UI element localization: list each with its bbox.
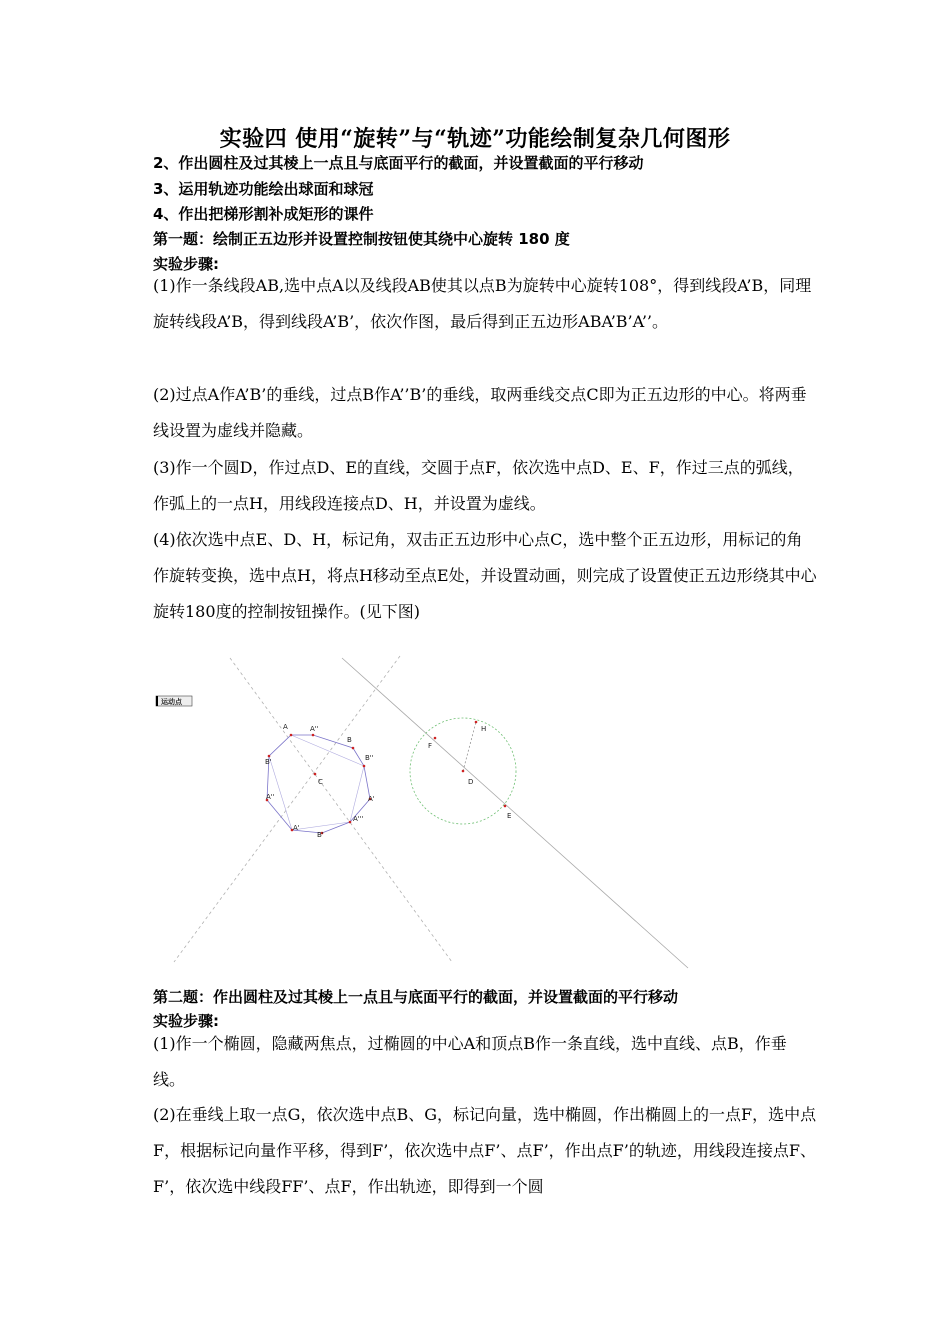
label-a2: A'' (310, 725, 319, 733)
question-1-step-4: (4)依次选中点E、D、H，标记角，双击正五边形中心点C，选中整个正五边形，用标记的角作旋转变换，选中点H，将点H移动至点E处，并设置动画，则完成了设置使正五边形绕其中心旋转180度的控制按钮操作。(见下图) (153, 530, 817, 621)
label-a2l: A'' (266, 793, 275, 801)
label-d: D (468, 778, 474, 786)
line-de (342, 658, 688, 968)
point-a4[interactable] (349, 821, 352, 824)
point-h[interactable] (475, 721, 478, 724)
question-2-step-1: (1)作一个椭圆，隐藏两焦点，过椭圆的中心A和顶点B作一条直线，选中直线、点B，作垂线。 (153, 1034, 787, 1089)
point-b[interactable] (352, 747, 355, 750)
label-h: H (481, 725, 487, 733)
label-a4: A''' (353, 815, 364, 823)
point-b3[interactable] (363, 765, 366, 768)
task-item-4: 4、作出把梯形割补成矩形的课件 (153, 205, 374, 223)
button-marker (156, 696, 158, 706)
question-1-step-1: (1)作一条线段AB,选中点A以及线段AB使其以点B为旋转中心旋转108°，得到线段A’B，同理旋转线段A’B，得到线段A’B’，依次作图，最后得到正五边形ABA’B’A’’。 (153, 276, 812, 331)
task-item-2: 2、作出圆柱及过其棱上一点且与底面平行的截面，并设置截面的平行移动 (153, 154, 644, 172)
point-a[interactable] (290, 734, 293, 737)
task-item-3: 3、运用轨迹功能绘出球面和球冠 (153, 180, 374, 198)
point-b1l[interactable] (268, 755, 271, 758)
question-2-heading: 第二题：作出圆柱及过其棱上一点且与底面平行的截面，并设置截面的平行移动 (153, 988, 679, 1006)
point-c[interactable] (314, 773, 317, 776)
label-b3: B'' (365, 754, 374, 762)
point-a2[interactable] (312, 734, 315, 737)
question-1-step-3: (3)作一个圆D，作过点D、E的直线，交圆于点F，依次选中点D、E、F，作过三点的弧线，作弧上的一点H，用线段连接点D、H，并设置为虚线。 (153, 458, 804, 513)
point-e[interactable] (504, 805, 507, 808)
label-e: E (507, 812, 512, 820)
geometry-canvas (150, 650, 710, 972)
geometry-figure (150, 650, 710, 972)
point-d[interactable] (462, 770, 465, 773)
question-2-steps-label: 实验步骤: (153, 1012, 219, 1030)
segment-dh (463, 722, 476, 771)
point-f[interactable] (434, 737, 437, 740)
motion-point-button-label: 运动点 (161, 698, 182, 706)
label-b1l: B' (265, 758, 272, 766)
label-a1b: A' (293, 824, 300, 832)
question-1-heading: 第一题：绘制正五边形并设置控制按钮使其绕中心旋转 180 度 (153, 230, 570, 248)
label-b: B (347, 736, 352, 744)
dashed-line-2 (174, 656, 400, 962)
label-c: C (318, 778, 323, 786)
label-b1b: B' (317, 831, 324, 839)
label-a1r: A' (368, 795, 375, 803)
dashed-line-1 (230, 658, 452, 962)
label-a: A (283, 723, 288, 731)
question-1-steps-label: 实验步骤: (153, 255, 219, 273)
pentagon-rotated (269, 735, 364, 830)
question-1-step-2: (2)过点A作A’B’的垂线，过点B作A’’B’的垂线，取两垂线交点C即为正五边形的中心。将两垂线设置为虚线并隐藏。 (153, 385, 807, 440)
page-title: 实验四 使用“旋转”与“轨迹”功能绘制复杂几何图形 (219, 126, 731, 152)
question-2-step-2: (2)在垂线上取一点G，依次选中点B、G，标记向量，选中椭圆，作出椭圆上的一点F，选中点F，根据标记向量作平移，得到F’，依次选中点F’、点F’，作出点F’的轨迹，用线段连接点F、F’，依次选中线段FF’、点F，作出轨迹，即得到一个圆 (153, 1105, 817, 1196)
label-f: F (428, 742, 433, 750)
